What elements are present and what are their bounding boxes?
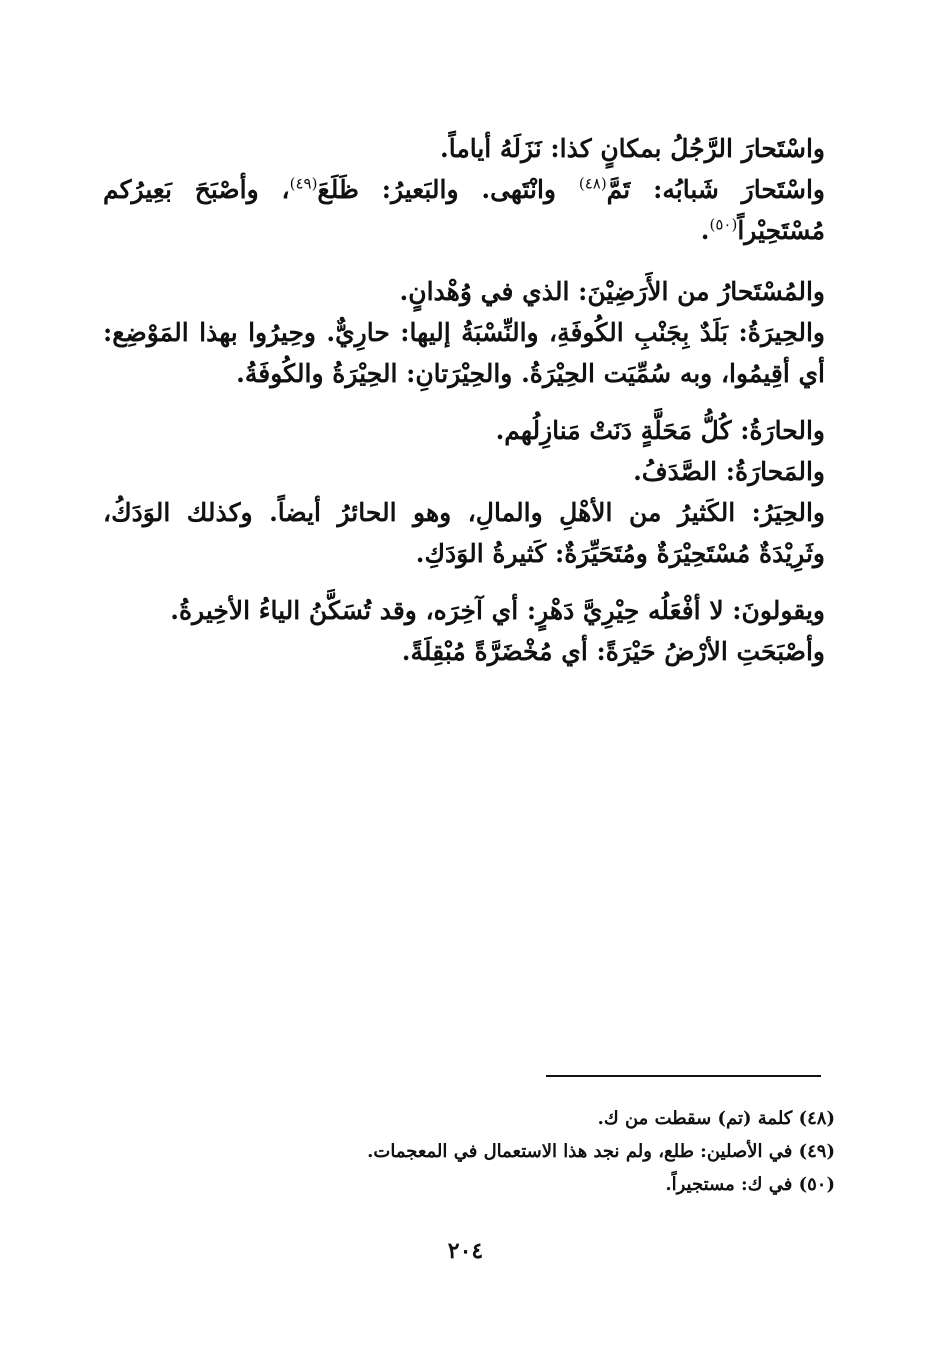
main-text — [103, 128, 825, 672]
footnote-separator — [546, 1075, 821, 1077]
paragraph-text: واسْتَحارَ شَبابُه: تَمَّ — [606, 175, 825, 204]
paragraph-text: وانْتَهى. والبَعيرُ: ظَلَعَ — [317, 175, 579, 204]
paragraph-text: ، وأصْبَحَ بَعِيرُكم مُسْتَحِيْراً — [103, 175, 825, 245]
paragraph: ويقولونَ: لا أفْعَلُه حِيْرِيَّ دَهْرٍ: أي آخِرَه، وقد تُسَكَّنُ الياءُ الأخِيرةُ. — [170, 596, 825, 625]
footnote: (٥٠) في ك: مستجيراً. — [665, 1174, 835, 1195]
footnote-reference: (٤٩) — [289, 174, 318, 193]
paragraph: والمُسْتَحارُ من الأَرَضِيْنَ: الذي في وُهْدانٍ. — [399, 277, 825, 306]
paragraph: والمَحارَةُ: الصَّدَفُ. — [633, 457, 825, 486]
paragraph: والحِيَرُ: الكَثيرُ من الأهْلِ والمالِ، وهو الحائرُ أيضاً. وكذلك الوَدَكُ، وثَرِيْدَةٌ مُسْتَحِيْرَةٌ ومُتَحَيِّرَةٌ: كَثيرةُ الوَدَكِ. — [103, 498, 825, 568]
footnotes — [115, 1102, 835, 1201]
footnote-reference: (٥٠) — [709, 215, 738, 234]
paragraph: واسْتَحارَ الرَّجُلُ بمكانٍ كذا: نَزَلَهُ أياماً. — [440, 134, 825, 163]
paragraph: والحارَةُ: كُلُّ مَحَلَّةٍ دَنَتْ مَنازِلُهم. — [495, 416, 825, 445]
footnote: (٤٨) كلمة (تم) سقطت من ك. — [597, 1108, 835, 1129]
paragraph — [103, 169, 825, 251]
footnote: (٤٩) في الأصلين: طلع، ولم نجد هذا الاستعمال في المعجمات. — [367, 1141, 835, 1162]
page-number: ٢٠٤ — [447, 1238, 484, 1264]
paragraph: والحِيرَةُ: بَلَدٌ بِجَنْبِ الكُوفَةِ، والنِّسْبَةُ إليها: حارِيٌّ. وحِيرُوا بهذا المَوْضِع: أي أقِيمُوا، وبه سُمِّيَت الحِيْرَةُ. والحِيْرَتانِ: الحِيْرَةُ والكُوفَةُ. — [103, 318, 825, 388]
footnote-reference: (٤٨) — [578, 174, 607, 193]
paragraph: وأصْبَحَتِ الأرْضُ حَيْرَةً: أي مُخْضَرَّةً مُبْقِلَةً. — [401, 637, 825, 666]
paragraph-text: . — [700, 216, 710, 245]
